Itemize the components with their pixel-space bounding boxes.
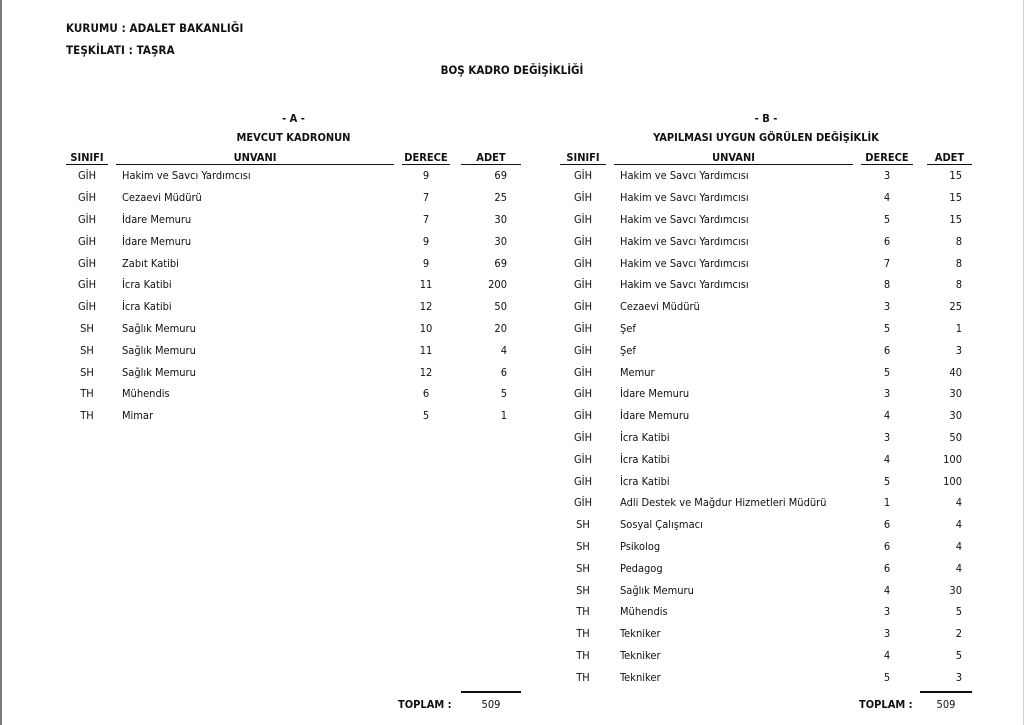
table-row [560,579,972,601]
cell-sinifi: GİH [573,452,593,466]
table-row [560,645,972,667]
table-row [560,448,972,470]
col-header-unvani: UNVANI [614,148,853,165]
cell-derece: 4 [883,191,891,205]
cell-unvani: Hakim ve Savcı Yardımcısı [620,256,749,270]
cell-sinifi: GİH [77,256,97,270]
cell-unvani: Şef [620,343,636,357]
cell-sinifi: GİH [573,256,593,270]
cell-sinifi: TH [576,670,590,684]
cell-sinifi: GİH [573,234,593,248]
cell-sinifi: SH [80,365,94,379]
cell-unvani: Hakim ve Savcı Yardımcısı [620,191,749,205]
table-row [66,230,521,252]
table-row [66,252,521,274]
cell-derece: 6 [883,518,891,532]
cell-derece: 7 [422,212,430,226]
cell-sinifi: GİH [77,300,97,314]
cell-unvani: Mühendis [122,387,170,401]
cell-adet: 30 [949,387,962,401]
cell-sinifi: GİH [573,365,593,379]
cell-adet: 1 [500,409,507,423]
cell-adet: 100 [943,474,962,488]
col-header-adet: ADET [461,148,521,165]
cell-sinifi: TH [80,387,94,401]
cell-unvani: Tekniker [620,670,661,684]
cell-derece: 6 [422,387,430,401]
cell-derece: 3 [883,169,891,183]
page-left-border [0,0,2,725]
cell-unvani: Şef [620,321,636,335]
cell-sinifi: TH [576,648,590,662]
cell-unvani: Cezaevi Müdürü [122,191,202,205]
cell-adet: 69 [494,169,507,183]
cell-sinifi: SH [80,321,94,335]
cell-derece: 9 [422,234,430,248]
cell-unvani: Sağlık Memuru [122,343,196,357]
table-row [560,209,972,231]
cell-adet: 8 [955,278,962,292]
cell-adet: 4 [955,561,962,575]
section-b-total-value: 509 [936,698,956,711]
cell-adet: 40 [949,365,962,379]
cell-sinifi: GİH [573,191,593,205]
cell-adet: 2 [955,627,962,641]
cell-unvani: Adli Destek ve Mağdur Hizmetleri Müdürü [620,496,827,510]
cell-unvani: Hakim ve Savcı Yardımcısı [620,212,749,226]
cell-adet: 50 [494,300,507,314]
cell-adet: 100 [943,452,962,466]
cell-sinifi: GİH [77,191,97,205]
table-row [560,427,972,449]
cell-sinifi: TH [80,409,94,423]
section-a-total-value: 509 [481,698,501,711]
cell-derece: 3 [883,430,891,444]
cell-derece: 5 [883,365,891,379]
table-row [560,514,972,536]
cell-derece: 3 [883,387,891,401]
cell-unvani: Cezaevi Müdürü [620,300,700,314]
cell-adet: 5 [955,648,962,662]
cell-sinifi: GİH [573,300,593,314]
cell-adet: 15 [949,169,962,183]
table-row [560,274,972,296]
table-row [560,187,972,209]
cell-unvani: Zabıt Katibi [122,256,179,270]
cell-unvani: Hakim ve Savcı Yardımcısı [620,278,749,292]
cell-adet: 25 [949,300,962,314]
table-row [66,296,521,318]
cell-derece: 4 [883,648,891,662]
cell-sinifi: GİH [77,169,97,183]
table-row [560,383,972,405]
cell-unvani: İcra Katibi [620,430,670,444]
cell-derece: 6 [883,343,891,357]
cell-sinifi: GİH [573,321,593,335]
section-b-marker: - B - [754,112,778,125]
cell-derece: 5 [883,321,891,335]
table-row [560,252,972,274]
cell-derece: 7 [883,256,891,270]
table-row [66,318,521,340]
cell-adet: 1 [955,321,962,335]
table-row [560,492,972,514]
col-header-adet: ADET [927,148,972,165]
cell-derece: 10 [419,321,433,335]
cell-adet: 8 [955,234,962,248]
cell-derece: 12 [419,365,433,379]
cell-sinifi: TH [576,627,590,641]
cell-derece: 6 [883,561,891,575]
cell-unvani: İcra Katibi [620,474,670,488]
section-b-table [560,148,972,688]
cell-adet: 6 [500,365,507,379]
section-b-title: YAPILMASI UYGUN GÖRÜLEN DEĞİŞİKLİK [653,131,879,144]
cell-adet: 3 [955,343,962,357]
cell-derece: 3 [883,627,891,641]
cell-adet: 4 [955,539,962,553]
cell-sinifi: GİH [573,409,593,423]
cell-derece: 4 [883,409,891,423]
cell-adet: 30 [494,212,507,226]
cell-derece: 1 [883,496,891,510]
cell-unvani: Pedagog [620,561,663,575]
cell-sinifi: SH [80,343,94,357]
cell-derece: 11 [419,343,433,357]
table-row [560,405,972,427]
table-row [560,666,972,688]
cell-adet: 200 [488,278,507,292]
table-row [560,536,972,558]
cell-adet: 30 [949,583,962,597]
cell-sinifi: GİH [77,278,97,292]
cell-adet: 3 [955,670,962,684]
cell-derece: 5 [883,212,891,226]
cell-unvani: Sosyal Çalışmacı [620,518,703,532]
cell-sinifi: GİH [573,496,593,510]
table-row [560,623,972,645]
cell-sinifi: SH [576,539,590,553]
cell-derece: 12 [419,300,433,314]
cell-sinifi: GİH [573,212,593,226]
cell-unvani: Psikolog [620,539,661,553]
cell-derece: 5 [883,670,891,684]
cell-derece: 8 [883,278,891,292]
cell-unvani: İdare Memuru [620,409,690,423]
cell-unvani: Sağlık Memuru [122,365,196,379]
cell-derece: 11 [419,278,433,292]
cell-unvani: İdare Memuru [122,212,192,226]
section-a-total-rule [461,691,521,693]
table-row [560,361,972,383]
cell-adet: 15 [949,212,962,226]
cell-unvani: Hakim ve Savcı Yardımcısı [620,169,749,183]
section-a-marker: - A - [282,112,305,125]
col-header-derece: DERECE [402,148,450,165]
cell-unvani: Sağlık Memuru [620,583,694,597]
cell-sinifi: TH [576,605,590,619]
cell-adet: 15 [949,191,962,205]
cell-adet: 5 [955,605,962,619]
cell-sinifi: SH [576,583,590,597]
table-row [560,557,972,579]
header-teskilati: TEŞKİLATI : TAŞRA [66,43,175,57]
section-a-title: MEVCUT KADRONUN [236,131,351,144]
cell-sinifi: GİH [77,234,97,248]
table-row [66,383,521,405]
cell-unvani: Sağlık Memuru [122,321,196,335]
cell-unvani: İdare Memuru [620,387,690,401]
cell-sinifi: GİH [573,343,593,357]
cell-adet: 5 [500,387,507,401]
col-header-sinifi: SINIFI [66,148,108,165]
cell-adet: 30 [949,409,962,423]
cell-unvani: İcra Katibi [620,452,670,466]
cell-derece: 4 [883,583,891,597]
cell-unvani: Tekniker [620,648,661,662]
cell-derece: 6 [883,234,891,248]
cell-unvani: İcra Katibi [122,300,172,314]
cell-sinifi: GİH [77,212,97,226]
cell-sinifi: GİH [573,474,593,488]
cell-unvani: Memur [620,365,655,379]
cell-derece: 7 [422,191,430,205]
cell-adet: 69 [494,256,507,270]
cell-unvani: İdare Memuru [122,234,192,248]
cell-adet: 4 [955,496,962,510]
header-kurumu: KURUMU : ADALET BAKANLIĞI [66,21,244,35]
col-header-derece: DERECE [861,148,913,165]
cell-sinifi: GİH [573,169,593,183]
cell-unvani: İcra Katibi [122,278,172,292]
cell-sinifi: SH [576,561,590,575]
section-a-total-label: TOPLAM : [398,698,452,711]
cell-derece: 9 [422,256,430,270]
cell-adet: 30 [494,234,507,248]
cell-derece: 9 [422,169,430,183]
cell-unvani: Mimar [122,409,154,423]
table-row [560,318,972,340]
col-header-unvani: UNVANI [116,148,394,165]
table-row [66,209,521,231]
table-row [560,470,972,492]
table-row [560,601,972,623]
cell-unvani: Hakim ve Savcı Yardımcısı [620,234,749,248]
cell-derece: 3 [883,605,891,619]
cell-derece: 4 [883,452,891,466]
table-row [66,361,521,383]
cell-unvani: Mühendis [620,605,668,619]
cell-sinifi: GİH [573,278,593,292]
section-a-table [66,148,521,427]
cell-derece: 5 [422,409,430,423]
cell-adet: 25 [494,191,507,205]
section-b-total-label: TOPLAM : [859,698,913,711]
cell-adet: 20 [494,321,507,335]
table-row [66,274,521,296]
cell-adet: 4 [955,518,962,532]
cell-adet: 4 [500,343,507,357]
cell-derece: 6 [883,539,891,553]
table-row [560,230,972,252]
cell-sinifi: SH [576,518,590,532]
table-row [66,339,521,361]
cell-derece: 3 [883,300,891,314]
table-row [66,165,521,187]
cell-adet: 50 [949,430,962,444]
cell-sinifi: GİH [573,430,593,444]
cell-unvani: Hakim ve Savcı Yardımcısı [122,169,251,183]
table-row [66,405,521,427]
col-header-sinifi: SINIFI [560,148,606,165]
cell-sinifi: GİH [573,387,593,401]
table-row [66,187,521,209]
table-row [560,165,972,187]
cell-unvani: Tekniker [620,627,661,641]
cell-derece: 5 [883,474,891,488]
document-title: BOŞ KADRO DEĞİŞİKLİĞİ [440,63,584,77]
cell-adet: 8 [955,256,962,270]
table-row [560,339,972,361]
table-row [560,296,972,318]
section-b-total-rule [920,691,972,693]
